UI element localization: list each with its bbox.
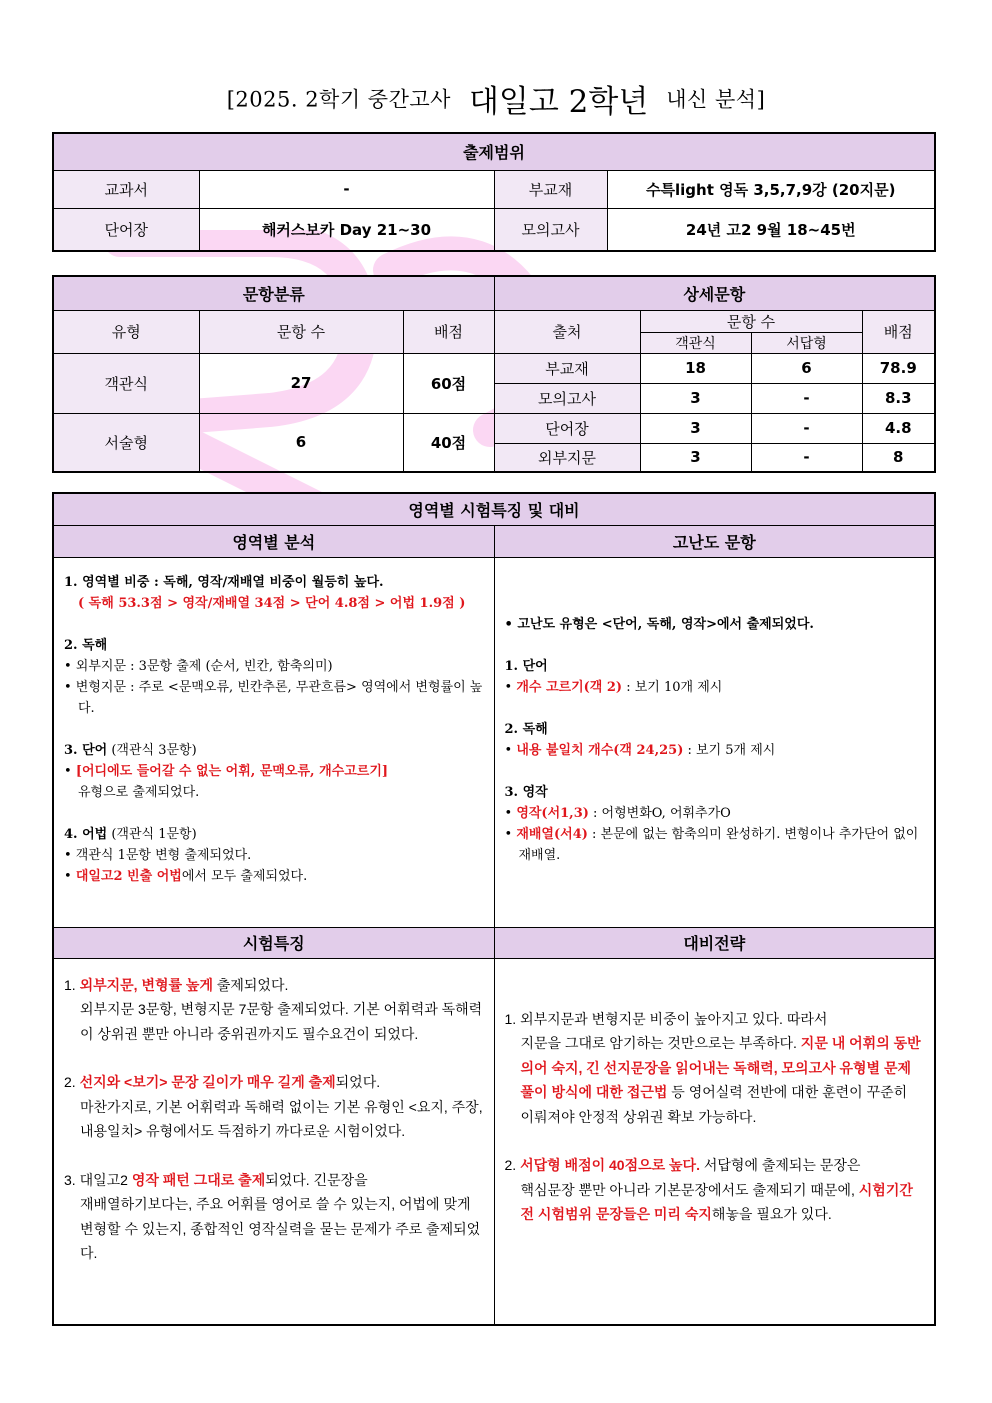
area-analysis-header: 영역별 분석 bbox=[53, 525, 494, 557]
f2-tail: 되었다. bbox=[335, 1074, 381, 1090]
s1-tail: 등 영어실력 전반에 대한 훈련이 꾸준히 이뤄져야 안정적 상위권 확보 가능하다. bbox=[520, 1084, 908, 1125]
count-mc: 27 bbox=[199, 353, 403, 413]
l2-title: 2. 독해 bbox=[64, 637, 108, 653]
col-score: 배점 bbox=[403, 310, 494, 353]
l1-ratio: ( 독해 53.3점 > 영작/재배열 34점 > 단어 4.8점 > 어법 1.9점 ) bbox=[78, 595, 466, 611]
bullet-mark: • bbox=[504, 826, 517, 842]
l2-bullet: • 외부지문 : 3문항 출제 (순서, 빈칸, 함축의미) bbox=[64, 658, 333, 674]
sa-cell: - bbox=[751, 443, 862, 472]
sa-cell: - bbox=[751, 413, 862, 443]
source-row: 외부지문 bbox=[494, 443, 640, 472]
subtext-value: 수특light 영독 3,5,7,9강 (20지문) bbox=[607, 170, 935, 208]
analysis-header: 영역별 시험특징 및 대비 bbox=[53, 493, 935, 525]
f2-red: 선지와 <보기> 문장 길이가 매우 길게 출제 bbox=[79, 1074, 336, 1090]
s2-body-text: 핵심문장 뿐만 아니라 기본문장에서도 출제되기 때문에, bbox=[520, 1181, 859, 1198]
s2-body bbox=[505, 1178, 925, 1227]
subtext-label: 부교재 bbox=[494, 170, 607, 208]
scope-header: 출제범위 bbox=[53, 133, 935, 170]
mc-cell: 18 bbox=[640, 353, 751, 383]
s2-red2: 시험기간 전 시험범위 문장들은 미리 숙지 bbox=[520, 1181, 913, 1222]
r-intro: • 고난도 유형은 <단어, 독해, 영작>에서 출제되었다. bbox=[504, 616, 814, 632]
count-sa: 6 bbox=[199, 413, 403, 472]
sa-cell: - bbox=[751, 383, 862, 413]
vocab-label: 단어장 bbox=[53, 208, 199, 251]
score-cell: 78.9 bbox=[862, 353, 935, 383]
analysis-table bbox=[52, 492, 936, 1326]
l3-heading bbox=[64, 740, 484, 761]
mc-cell: 3 bbox=[640, 383, 751, 413]
mc-cell: 3 bbox=[640, 443, 751, 472]
r3-tail: : 본문에 없는 함축의미 완성하기. 변형이나 추가단어 없이 재배열. bbox=[518, 826, 919, 863]
col-count: 문항 수 bbox=[199, 310, 403, 353]
bullet-mark: • bbox=[504, 679, 517, 695]
r1-tail: : 보기 10개 제시 bbox=[622, 679, 723, 695]
s2-tail: 서답형에 출제되는 문장은 bbox=[699, 1157, 861, 1173]
l2-bullet: • 변형지문 : 주로 <문맥오류, 빈칸추론, 무관흐름> 영역에서 변형률이 높다. bbox=[64, 679, 483, 716]
score-mc: 60점 bbox=[403, 353, 494, 413]
r2-red: 내용 불일치 개수(객 24,25) bbox=[516, 742, 684, 758]
f3-body: 재배열하기보다는, 주요 어휘를 영어로 쓸 수 있는지, 어법에 맞게 변형할 수 있는지, 종합적인 영작실력을 묻는 문제가 주로 출제되었다. bbox=[80, 1196, 481, 1261]
strategy-header: 대비전략 bbox=[494, 927, 935, 958]
source-row: 모의고사 bbox=[494, 383, 640, 413]
r3-title: 3. 영작 bbox=[504, 784, 548, 800]
r1-bullet bbox=[505, 677, 925, 698]
f3-num: 3. 대일고2 bbox=[64, 1171, 132, 1188]
s2-line bbox=[505, 1153, 925, 1178]
l4-note: (객관식 1문항) bbox=[107, 826, 197, 842]
mock-label: 모의고사 bbox=[494, 208, 607, 251]
bullet-mark: • bbox=[504, 805, 517, 821]
l4-heading bbox=[64, 824, 484, 845]
difficult-header: 고난도 문항 bbox=[494, 525, 935, 557]
f2-body: 마찬가지로, 기본 어휘력과 독해력 없이는 기본 유형인 <요지, 주장, 내용일치> 유형에서도 득점하기 까다로운 시험이었다. bbox=[80, 1098, 483, 1139]
s2-tail2: 해놓을 필요가 있다. bbox=[711, 1206, 832, 1222]
s1-cont: 지문을 그대로 암기하는 것만으로는 부족하다. bbox=[520, 1035, 801, 1051]
l3-tail: 유형으로 출제되었다. bbox=[78, 784, 200, 800]
textbook-label: 교과서 bbox=[53, 170, 199, 208]
col-type: 유형 bbox=[53, 310, 199, 353]
col-mc: 객관식 bbox=[640, 332, 751, 353]
l1-title: 1. 영역별 비중 : 독해, 영작/재배열 비중이 월등히 높다. bbox=[64, 574, 384, 590]
r1-red: 개수 고르기(객 2) bbox=[516, 679, 623, 695]
f2-line bbox=[64, 1070, 484, 1095]
f1-line bbox=[64, 973, 484, 998]
title-prefix: [2025. 2학기 중간고사 bbox=[226, 87, 451, 112]
r3-red: 영작(서1,3) bbox=[516, 805, 589, 821]
l3-title: 3. 단어 bbox=[64, 742, 108, 758]
textbook-value: - bbox=[199, 170, 494, 208]
s1-body bbox=[505, 1031, 925, 1129]
bullet-mark: • bbox=[504, 742, 517, 758]
l3-bullet bbox=[64, 761, 484, 803]
source-row: 단어장 bbox=[494, 413, 640, 443]
type-mc: 객관식 bbox=[53, 353, 199, 413]
bullet-mark: • bbox=[64, 868, 76, 884]
score-cell: 8.3 bbox=[862, 383, 935, 413]
f1-num: 1. bbox=[64, 976, 80, 993]
f1-body: 외부지문 3문항, 변형지문 7문항 출제되었다. 기본 어휘력과 독해력이 상위권 뿐만 아니라 중위권까지도 필수요건이 되었다. bbox=[80, 1001, 483, 1042]
l4-red: 대일고2 빈출 어법 bbox=[75, 868, 182, 884]
r3-red: 재배열(서4) bbox=[516, 826, 588, 842]
r2-tail: : 보기 5개 제시 bbox=[683, 742, 776, 758]
s2-red: 서답형 배점이 40점으로 높다. bbox=[520, 1157, 700, 1173]
classification-header: 문항분류 bbox=[53, 276, 494, 310]
r1-title: 1. 단어 bbox=[504, 658, 548, 674]
detail-header: 상세문항 bbox=[494, 276, 935, 310]
s1-red: 지문 내 어휘의 동반의어 숙지, 긴 선지문장을 읽어내는 독해력, 모의고사 유형별 문제풀이 방식에 대한 접근법 bbox=[520, 1035, 921, 1100]
mock-value: 24년 고2 9월 18~45번 bbox=[607, 208, 935, 251]
scope-table bbox=[52, 132, 936, 252]
f1-tail: 출제되었다. bbox=[212, 976, 289, 993]
col-detail-score: 배점 bbox=[862, 310, 935, 353]
f3-red: 영작 패턴 그대로 출제 bbox=[131, 1171, 266, 1188]
title-suffix: 내신 분석] bbox=[666, 87, 766, 112]
vocab-value: 해커스보카 Day 21~30 bbox=[199, 208, 494, 251]
l4-bullet: • 객관식 1문항 변형 출제되었다. bbox=[64, 847, 252, 863]
f3-tail: 되었다. 긴문장을 bbox=[265, 1171, 368, 1188]
s2-num: 2. bbox=[504, 1157, 521, 1173]
r3-tail: : 어형변화O, 어휘추가O bbox=[588, 805, 731, 821]
r3-bullet bbox=[505, 803, 925, 824]
col-sa: 서답형 bbox=[751, 332, 862, 353]
l3-note: (객관식 3문항) bbox=[107, 742, 197, 758]
score-cell: 8 bbox=[862, 443, 935, 472]
r3-bullet bbox=[505, 824, 925, 866]
type-sa: 서술형 bbox=[53, 413, 199, 472]
difficult-body bbox=[494, 557, 935, 927]
sa-cell: 6 bbox=[751, 353, 862, 383]
l4-bullet bbox=[64, 866, 484, 887]
f1-red: 외부지문, 변형률 높게 bbox=[79, 976, 213, 993]
score-sa: 40점 bbox=[403, 413, 494, 472]
features-body bbox=[53, 958, 494, 1325]
bullet-mark: • bbox=[64, 763, 76, 779]
f3-line bbox=[64, 1168, 484, 1193]
question-table bbox=[52, 275, 936, 473]
r2-bullet bbox=[505, 740, 925, 761]
l4-tail: 에서 모두 출제되었다. bbox=[181, 868, 308, 884]
source-row: 부교재 bbox=[494, 353, 640, 383]
features-header: 시험특징 bbox=[53, 927, 494, 958]
mc-cell: 3 bbox=[640, 413, 751, 443]
strategy-body bbox=[494, 958, 935, 1325]
l4-title: 4. 어법 bbox=[64, 826, 108, 842]
col-source: 출처 bbox=[494, 310, 640, 353]
score-cell: 4.8 bbox=[862, 413, 935, 443]
document-title bbox=[0, 76, 992, 121]
r2-title: 2. 독해 bbox=[504, 721, 548, 737]
s1-line: 1. 외부지문과 변형지문 비중이 높아지고 있다. 따라서 bbox=[504, 1010, 828, 1027]
title-main: 대일고 2학년 bbox=[468, 84, 649, 120]
area-analysis-body bbox=[53, 557, 494, 927]
col-detail-count: 문항 수 bbox=[640, 310, 862, 332]
f2-num: 2. bbox=[64, 1074, 80, 1090]
l3-red: [어디에도 들어갈 수 없는 어휘, 문맥오류, 개수고르기] bbox=[75, 763, 389, 779]
